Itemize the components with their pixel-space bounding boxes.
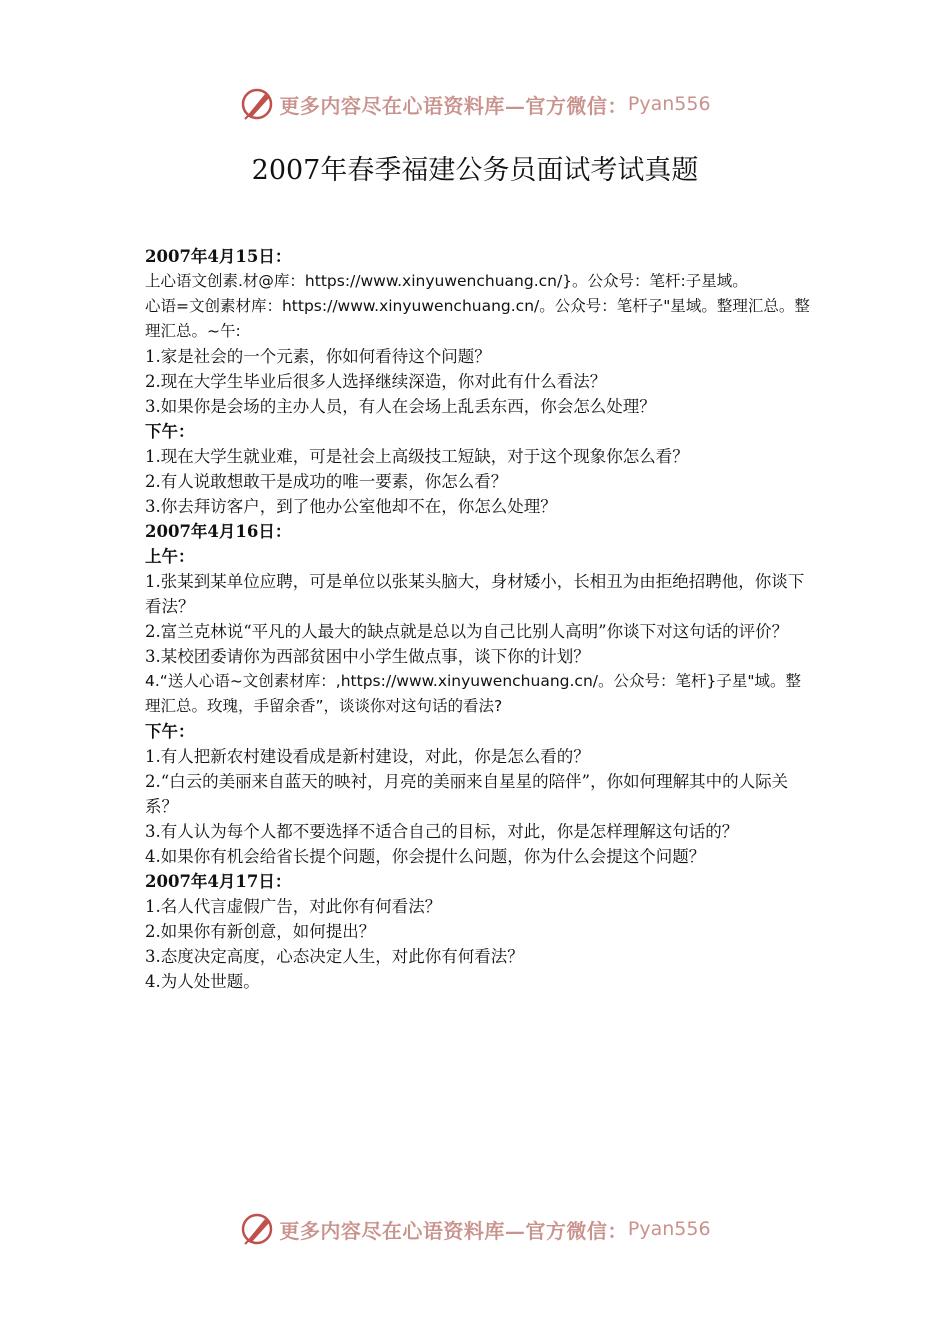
text-line: 4.为人处世题。	[145, 972, 260, 991]
text-line: 心语=文创素材库：https://www.xinyuwenchuang.cn/。公众号：笔杆子"星域。整理汇总。整理汇总。~午:	[145, 297, 810, 340]
text-line: 3.你去拜访客户，到了他办公室他却不在，你怎么处理？	[145, 497, 557, 516]
document-body	[145, 244, 810, 994]
text-line: 2.“白云的美丽来自蓝天的映衬，月亮的美丽来自星星的陪伴”，你如何理解其中的人际关系？	[145, 772, 789, 816]
text-line: 4.如果你有机会给省长提个问题，你会提什么问题，你为什么会提这个问题？	[145, 847, 706, 866]
date-heading: 2007年4月16日：	[145, 522, 292, 541]
footer-banner	[0, 1207, 950, 1251]
banner-text: 更多内容尽在心语资料库—官方微信：	[279, 1218, 628, 1243]
text-line: 2.如果你有新创意，如何提出？	[145, 922, 376, 941]
text-line: 3.态度决定高度，心态决定人生，对此你有何看法？	[145, 947, 524, 966]
session-heading: 下午：	[145, 722, 195, 741]
banner-text: 更多内容尽在心语资料库—官方微信：	[279, 93, 628, 118]
text-line: 1.有人把新农村建设看成是新村建设，对此，你是怎么看的？	[145, 747, 590, 766]
text-line: 1.张某到某单位应聘，可是单位以张某头脑大，身材矮小，长相丑为由拒绝招聘他，你谈下看法？	[145, 572, 805, 616]
text-line: 1.名人代言虚假广告，对此你有何看法？	[145, 897, 442, 916]
banner-wechat-id: Pyan556	[627, 1218, 711, 1240]
pen-logo-icon	[239, 1211, 275, 1247]
date-heading: 2007年4月17日：	[145, 872, 292, 891]
session-heading: 上午：	[145, 547, 195, 566]
header-banner	[0, 82, 950, 126]
text-line: 3.有人认为每个人都不要选择不适合自己的目标，对此，你是怎样理解这句话的？	[145, 822, 739, 841]
text-line: 上心语文创素.材@库：https://www.xinyuwenchuang.cn/}。公众号：笔杆:子星域。	[145, 272, 748, 290]
text-line: 1.现在大学生就业难，可是社会上高级技工短缺，对于这个现象你怎么看？	[145, 447, 689, 466]
pen-logo-icon	[239, 86, 275, 122]
text-line: 2.现在大学生毕业后很多人选择继续深造，你对此有什么看法？	[145, 372, 607, 391]
text-line: 3.如果你是会场的主办人员，有人在会场上乱丢东西，你会怎么处理？	[145, 397, 656, 416]
text-line: 2.富兰克林说“平凡的人最大的缺点就是总以为自己比别人高明”你谈下对这句话的评价？	[145, 622, 789, 641]
text-line: 1.家是社会的一个元素，你如何看待这个问题？	[145, 347, 491, 366]
text-line: 3.某校团委请你为西部贫困中小学生做点事，谈下你的计划？	[145, 647, 590, 666]
banner-wechat-id: Pyan556	[627, 93, 711, 115]
session-heading: 下午：	[145, 422, 195, 441]
text-line: 4.“送人心语~文创素材库：,https://www.xinyuwenchuang.cn/。公众号：笔杆}子星"域。整理汇总。玫瑰，手留余香”，谈谈你对这句话的看法?	[145, 672, 801, 715]
date-heading: 2007年4月15日：	[145, 247, 292, 266]
text-line: 2.有人说敢想敢干是成功的唯一要素，你怎么看？	[145, 472, 508, 491]
page-title: 2007年春季福建公务员面试考试真题	[251, 155, 699, 186]
